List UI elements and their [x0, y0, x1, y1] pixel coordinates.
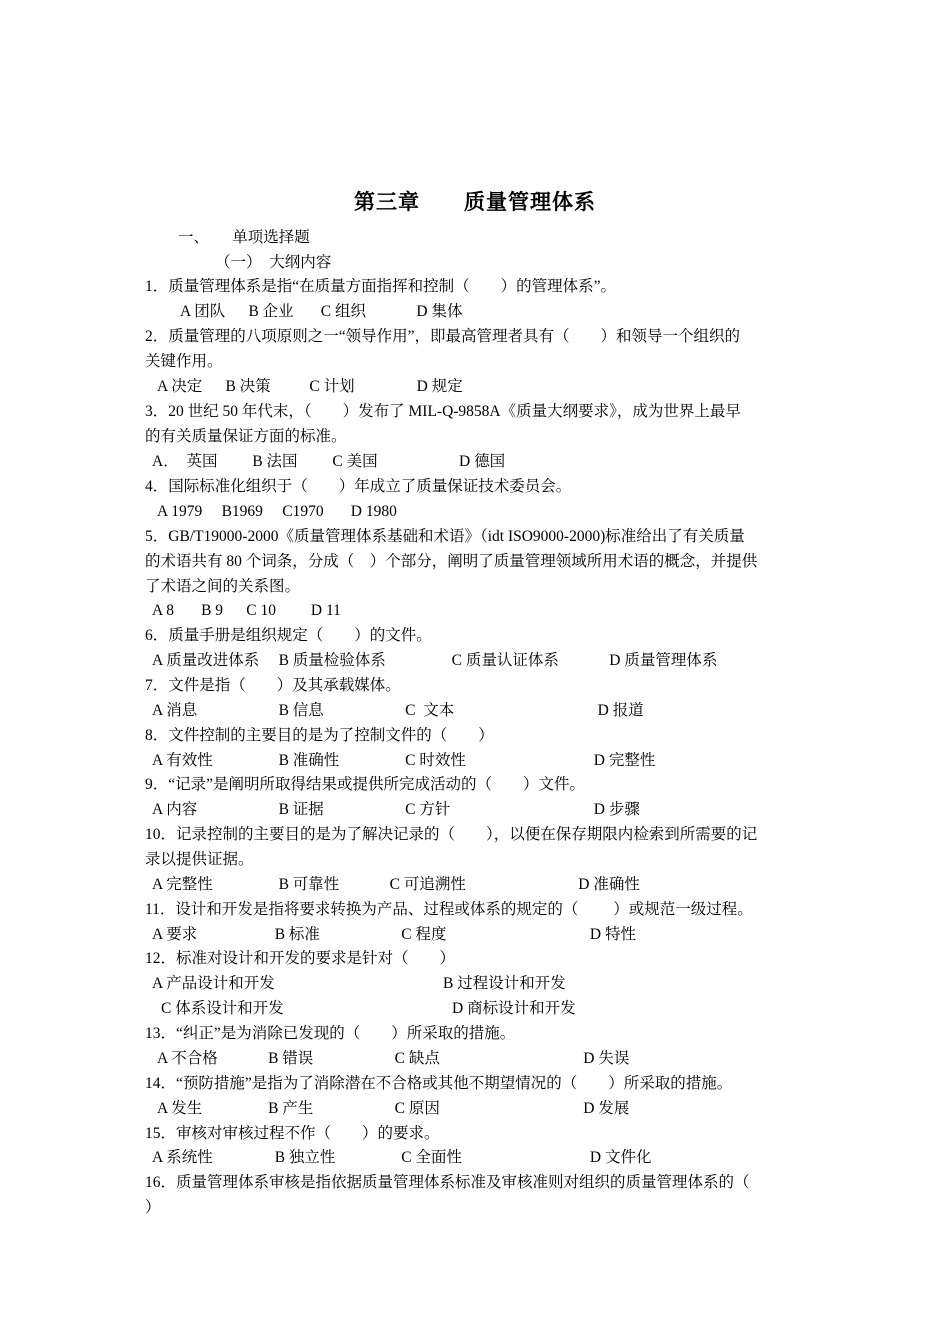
question-4: 4．国际标准化组织于（ ）年成立了质量保证技术委员会。	[145, 478, 572, 495]
question-12: 12．标准对设计和开发的要求是针对（ ）	[145, 950, 456, 967]
question-5-cont-1: 的术语共有 80 个词条，分成（ ）个部分，阐明了质量管理领域所用术语的概念，并提供	[145, 553, 758, 570]
question-15-options: A 系统性 B 独立性 C 全面性 D 文件化	[152, 1149, 652, 1166]
question-2-options: A 决定 B 决策 C 计划 D 规定	[157, 378, 463, 395]
question-9-options: A 内容 B 证据 C 方针 D 步骤	[152, 801, 640, 818]
question-6-options: A 质量改进体系 B 质量检验体系 C 质量认证体系 D 质量管理体系	[152, 652, 718, 669]
question-3-options: A． 英国 B 法国 C 美国 D 德国	[152, 453, 506, 470]
question-12-option-a: A 产品设计和开发	[152, 975, 275, 992]
question-12-option-b: B 过程设计和开发	[443, 975, 566, 992]
question-16: 16．质量管理体系审核是指依据质量管理体系标准及审核准则对组织的质量管理体系的（	[145, 1174, 750, 1191]
question-1-options: A 团队 B 企业 C 组织 D 集体	[180, 303, 463, 320]
question-3: 3．20 世纪 50 年代末，（ ）发布了 MIL-Q-9858A《质量大纲要求》，成为世界上最早	[145, 403, 741, 420]
question-2: 2．质量管理的八项原则之一“领导作用”，即最高管理者具有（ ）和领导一个组织的	[145, 328, 741, 345]
question-12-option-d: D 商标设计和开发	[452, 1000, 576, 1017]
question-8-options: A 有效性 B 准确性 C 时效性 D 完整性	[152, 752, 656, 769]
question-9: 9．“记录”是阐明所取得结果或提供所完成活动的（ ）文件。	[145, 776, 586, 793]
question-6: 6．质量手册是组织规定（ ）的文件。	[145, 627, 432, 644]
chapter-title: 第三章 质量管理体系	[354, 190, 596, 214]
question-11-options: A 要求 B 标准 C 程度 D 特性	[152, 926, 636, 943]
question-7: 7．文件是指（ ）及其承载媒体。	[145, 677, 401, 694]
question-5-options: A 8 B 9 C 10 D 11	[152, 602, 341, 619]
question-5: 5．GB/T19000-2000《质量管理体系基础和术语》（idt ISO9000-2000)标准给出了有关质量	[145, 528, 745, 545]
subsection-heading: （一） 大纲内容	[215, 254, 332, 271]
question-11: 11．设计和开发是指将要求转换为产品、过程或体系的规定的（ ）或规范一级过程。	[145, 901, 753, 918]
question-3-cont: 的有关质量保证方面的标准。	[145, 428, 347, 445]
question-1: 1．质量管理体系是指“在质量方面指挥和控制（ ）的管理体系”。	[145, 278, 617, 295]
question-13-options: A 不合格 B 错误 C 缺点 D 失误	[157, 1050, 630, 1067]
question-5-cont-2: 了术语之间的关系图。	[145, 578, 301, 595]
question-13: 13．“纠正”是为消除已发现的（ ）所采取的措施。	[145, 1025, 516, 1042]
question-10-cont: 录以提供证据。	[145, 851, 254, 868]
question-14-options: A 发生 B 产生 C 原因 D 发展	[157, 1100, 630, 1117]
question-16-cont: ）	[145, 1199, 161, 1216]
question-4-options: A 1979 B1969 C1970 D 1980	[157, 503, 397, 520]
question-10-options: A 完整性 B 可靠性 C 可追溯性 D 准确性	[152, 876, 640, 893]
question-2-cont: 关键作用。	[145, 353, 223, 370]
question-10: 10．记录控制的主要目的是为了解决记录的（ ），以便在保存期限内检索到所需要的记	[145, 826, 758, 843]
question-12-option-c: C 体系设计和开发	[161, 1000, 284, 1017]
section-heading: 一、 单项选择题	[178, 229, 310, 246]
question-15: 15．审核对审核过程不作（ ）的要求。	[145, 1125, 440, 1142]
question-7-options: A 消息 B 信息 C 文本 D 报道	[152, 702, 644, 719]
question-14: 14．“预防措施”是指为了消除潜在不合格或其他不期望情况的（ ）所采取的措施。	[145, 1075, 733, 1092]
question-8: 8．文件控制的主要目的是为了控制文件的（ ）	[145, 727, 494, 744]
